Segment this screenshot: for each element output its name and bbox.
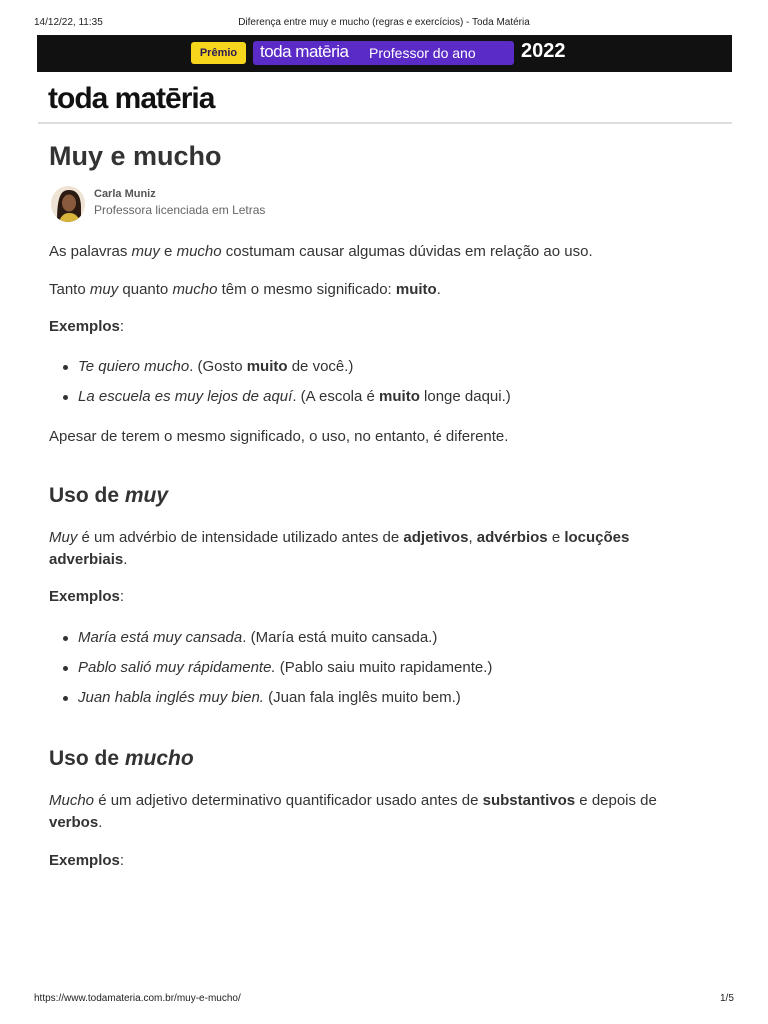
author-role: Professora licenciada em Letras	[94, 203, 266, 217]
intro-paragraph-1: As palavras muy e mucho costumam causar algumas dúvidas em relação ao uso.	[49, 243, 593, 260]
site-logo[interactable]: toda matēria	[48, 82, 215, 115]
muy-examples-label: Exemplos:	[49, 588, 125, 605]
mucho-definition: Mucho é um adjetivo determinativo quantificador usado antes de substantivos e depois de verbos.	[49, 792, 657, 831]
award-brand-box	[253, 41, 514, 65]
intro-paragraph-2: Tanto muy quanto mucho têm o mesmo significado: muito.	[49, 281, 441, 298]
print-url: https://www.todamateria.com.br/muy-e-mucho/	[34, 993, 241, 1004]
page-title: Muy e mucho	[49, 141, 222, 171]
muy-definition: Muy é um advérbio de intensidade utilizado antes de adjetivos, advérbios e locuções adverbiais.	[49, 529, 630, 568]
section-heading-muy: Uso de muy	[49, 484, 169, 507]
print-page-title: Diferença entre muy e mucho (regras e exercícios) - Toda Matéria	[238, 17, 530, 28]
header-divider	[38, 122, 732, 124]
print-page-number: 1/5	[720, 993, 734, 1004]
award-year: 2022	[521, 40, 566, 62]
award-brand: toda matēria	[260, 42, 349, 61]
author-name[interactable]: Carla Muniz	[94, 188, 156, 200]
print-date: 14/12/22, 11:35	[34, 17, 103, 28]
premio-badge: Prêmio	[191, 42, 246, 64]
intro-examples-label: Exemplos:	[49, 318, 125, 335]
intro-paragraph-3: Apesar de terem o mesmo significado, o uso, no entanto, é diferente.	[49, 428, 509, 445]
print-header	[0, 17, 768, 31]
author-avatar	[51, 186, 85, 222]
section-heading-mucho: Uso de mucho	[49, 747, 194, 770]
mucho-examples-label: Exemplos:	[49, 852, 125, 869]
award-banner[interactable]	[37, 35, 732, 72]
award-professor: Professor do ano	[369, 45, 476, 61]
